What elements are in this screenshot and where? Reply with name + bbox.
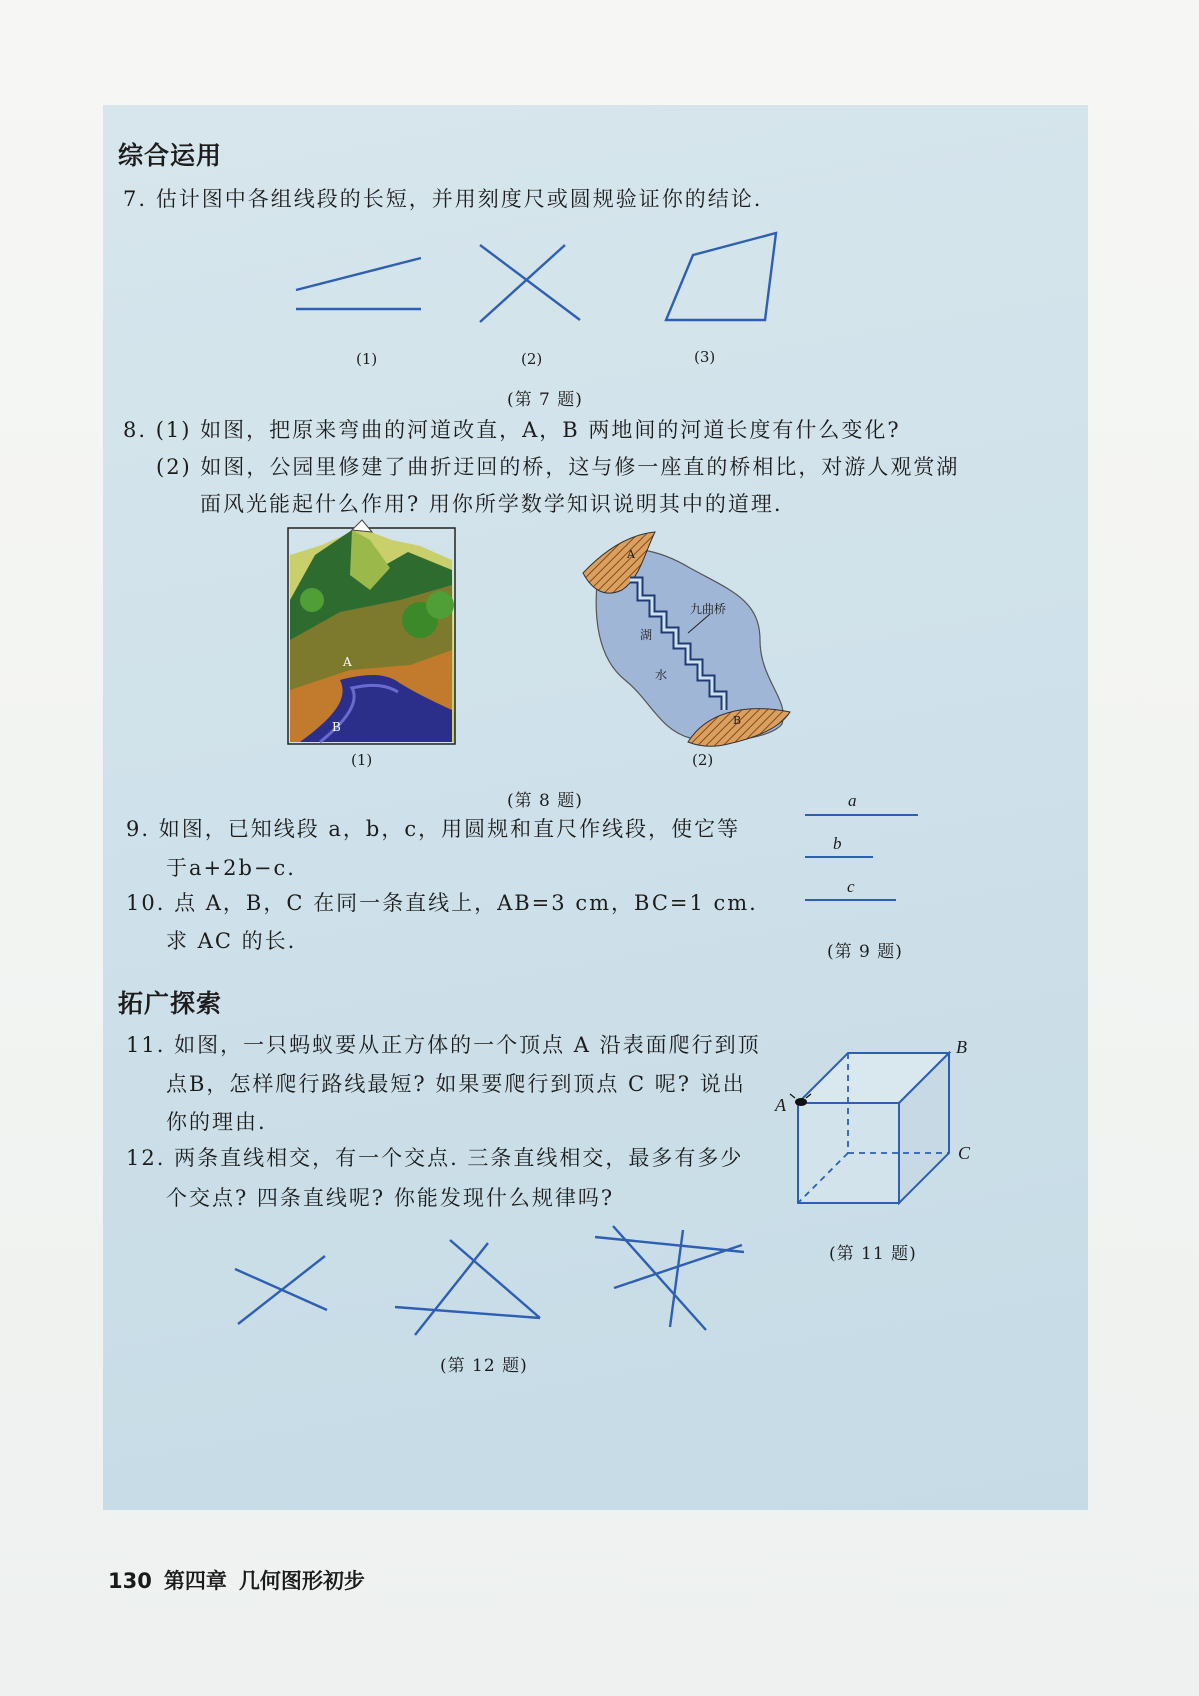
q8-fig-2-label: (2) [692, 751, 714, 769]
q9-seg-c-label: c [847, 877, 855, 896]
q11-vertex-b: B [956, 1037, 967, 1057]
q9-seg-a-label: a [848, 791, 857, 810]
question-8-line-1: 8. (1) 如图，把原来弯曲的河道改直，A，B 两地间的河道长度有什么变化? [123, 418, 901, 442]
question-12-line-2: 个交点? 四条直线呢? 你能发现什么规律吗? [166, 1186, 615, 1210]
q8-caption: (第 8 题) [507, 791, 583, 811]
question-12-line-1: 12. 两条直线相交，有一个交点. 三条直线相交，最多有多少 [126, 1146, 744, 1170]
question-11-line-3: 你的理由. [166, 1110, 267, 1134]
q8-lake-label-2: 水 [655, 668, 668, 682]
q8-lake-point-b: B [733, 714, 742, 727]
q12-caption: (第 12 题) [440, 1356, 528, 1376]
q7-label-3: (3) [694, 348, 716, 366]
q8-lake-label-1: 湖 [640, 628, 653, 642]
q8-point-b: B [332, 720, 341, 734]
question-10-line-2: 求 AC 的长. [166, 929, 297, 953]
q9-seg-b-label: b [833, 834, 842, 853]
chapter-title: 几何图形初步 [238, 1569, 365, 1593]
chapter-name: 第四章 [163, 1569, 227, 1593]
question-9-line-1: 9. 如图，已知线段 a，b，c，用圆规和直尺作线段，使它等 [126, 817, 741, 841]
q8-point-a: A [343, 655, 352, 669]
question-7-text: 7. 估计图中各组线段的长短，并用刻度尺或圆规验证你的结论. [123, 187, 763, 211]
question-8-line-2: (2) 如图，公园里修建了曲折迂回的桥，这与修一座直的桥相比，对游人观赏湖 [156, 455, 960, 479]
q7-label-2: (2) [521, 350, 543, 368]
question-9-line-2: 于a+2b−c. [166, 856, 296, 880]
question-11-line-1: 11. 如图，一只蚂蚁要从正方体的一个顶点 A 沿表面爬行到顶 [126, 1033, 761, 1057]
q8-bridge-label: 九曲桥 [690, 602, 727, 616]
page-number: 130 [108, 1569, 152, 1593]
section-heading-comprehensive: 综合运用 [118, 141, 223, 170]
page-footer [108, 1565, 377, 1595]
q7-caption: (第 7 题) [507, 390, 583, 410]
q11-vertex-a: A [775, 1095, 786, 1115]
q8-lake-point-a: A [627, 548, 635, 561]
q8-fig-1-label: (1) [351, 751, 373, 769]
question-11-line-2: 点B，怎样爬行路线最短? 如果要爬行到顶点 C 呢? 说出 [166, 1072, 746, 1096]
q7-label-1: (1) [356, 350, 378, 368]
section-heading-explore: 拓广探索 [118, 989, 223, 1018]
q11-caption: (第 11 题) [829, 1244, 917, 1264]
question-10-line-1: 10. 点 A，B，C 在同一条直线上，AB=3 cm，BC=1 cm. [126, 891, 758, 915]
q11-vertex-c: C [958, 1143, 971, 1163]
question-8-line-3: 面风光能起什么作用? 用你所学数学知识说明其中的道理. [200, 492, 783, 516]
q9-caption: (第 9 题) [827, 942, 903, 962]
